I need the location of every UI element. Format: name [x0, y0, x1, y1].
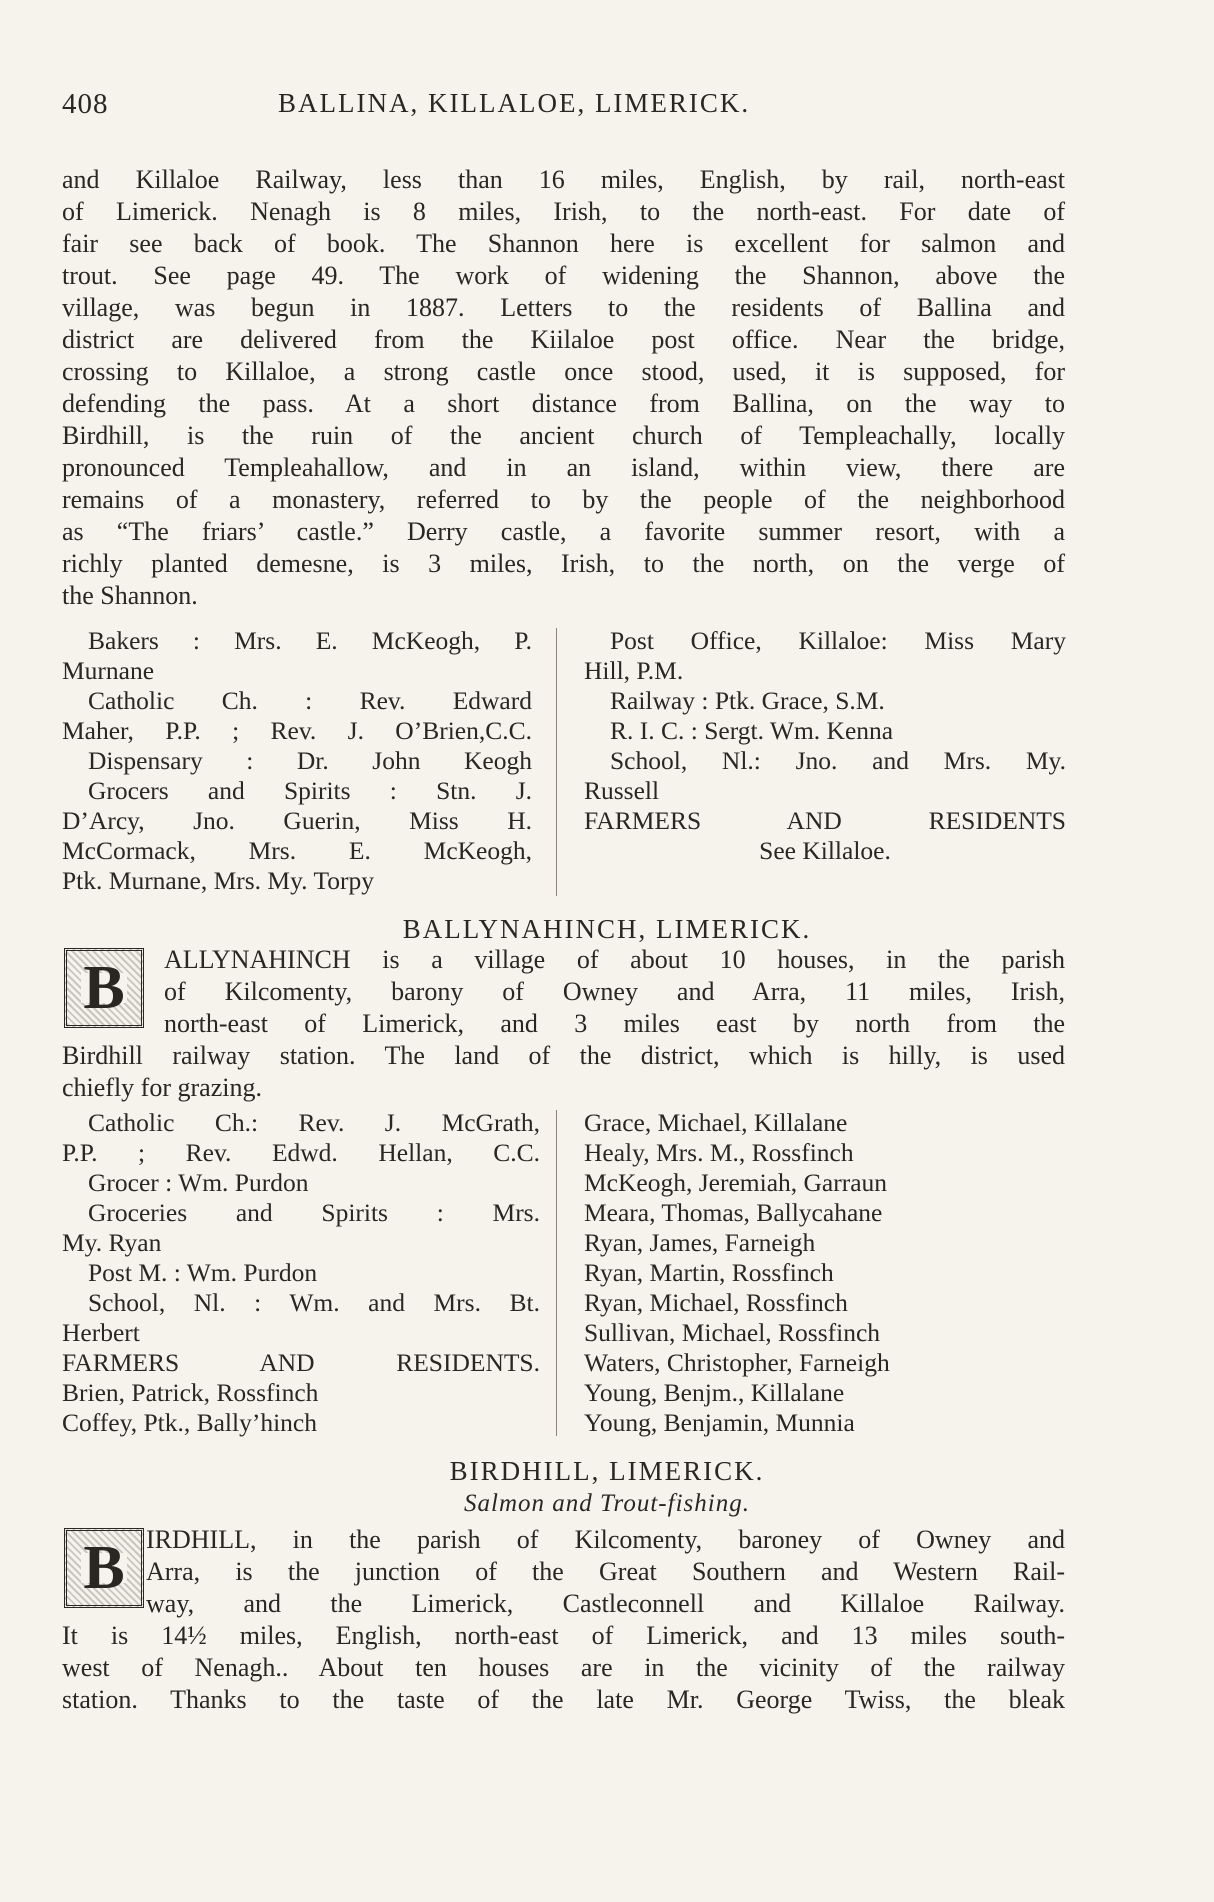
- directory-entry: McCormack, Mrs. E. McKeogh,: [62, 836, 532, 865]
- text-line: It is 14½ miles, English, north-east of Limerick, and 13 miles south-: [62, 1621, 1065, 1650]
- directory-entry: Post Office, Killaloe: Miss Mary: [610, 626, 1066, 655]
- directory-heading: FARMERS AND RESIDENTS.: [62, 1348, 540, 1377]
- birdhill-paragraph-indented: [146, 1524, 1065, 1620]
- directory-entry: Meara, Thomas, Ballycahane: [584, 1198, 883, 1227]
- decorated-initial: [64, 948, 144, 1028]
- initial-letter: B: [83, 1534, 125, 1602]
- directory-entry: Grocer : Wm. Purdon: [88, 1168, 309, 1197]
- running-header: [62, 88, 1064, 128]
- text-line: chiefly for grazing.: [62, 1073, 262, 1102]
- text-line: district are delivered from the Kiilaloe post office. Near the bridge,: [62, 325, 1065, 354]
- directory-entry: Ryan, Martin, Rossfinch: [584, 1258, 834, 1287]
- directory-entry: Catholic Ch.: Rev. J. McGrath,: [88, 1108, 540, 1137]
- decorated-initial: [64, 1528, 144, 1608]
- ballynahinch-directory-right: [584, 1108, 1066, 1438]
- text-line: way, and the Limerick, Castleconnell and Killaloe Railway.: [146, 1589, 1065, 1618]
- column-divider: [556, 628, 557, 896]
- text-line: pronounced Templeahallow, and in an island, within view, there are: [62, 453, 1065, 482]
- text-line: remains of a monastery, referred to by the people of the neighborhood: [62, 485, 1065, 514]
- initial-letter: B: [83, 954, 125, 1022]
- birdhill-paragraph: [62, 1620, 1065, 1716]
- directory-entry: Catholic Ch. : Rev. Edward: [88, 686, 532, 715]
- section-title-birdhill: BIRDHILL, LIMERICK.: [449, 1456, 765, 1486]
- text-line: Birdhill railway station. The land of the district, which is hilly, is used: [62, 1041, 1065, 1070]
- directory-entry: Bakers : Mrs. E. McKeogh, P.: [88, 626, 532, 655]
- text-line: IRDHILL, in the parish of Kilcomenty, baroney of Owney and: [146, 1525, 1065, 1554]
- directory-entry: Railway : Ptk. Grace, S.M.: [610, 686, 885, 715]
- column-divider: [556, 1110, 557, 1436]
- text-line: and Killaloe Railway, less than 16 miles, English, by rail, north-east: [62, 165, 1065, 194]
- directory-entry: R. I. C. : Sergt. Wm. Kenna: [610, 716, 894, 745]
- text-line: west of Nenagh.. About ten houses are in the vicinity of the railway: [62, 1653, 1065, 1682]
- directory-entry: Sullivan, Michael, Rossfinch: [584, 1318, 881, 1347]
- directory-entry: Herbert: [62, 1318, 140, 1347]
- directory-entry: Murnane: [62, 656, 155, 685]
- directory-entry: McKeogh, Jeremiah, Garraun: [584, 1168, 888, 1197]
- directory-entry: Groceries and Spirits : Mrs.: [88, 1198, 540, 1227]
- directory-entry: Ryan, James, Farneigh: [584, 1228, 816, 1257]
- directory-entry: D’Arcy, Jno. Guerin, Miss H.: [62, 806, 532, 835]
- directory-entry: Brien, Patrick, Rossfinch: [62, 1378, 319, 1407]
- text-line: Arra, is the junction of the Great Southern and Western Rail-: [146, 1557, 1065, 1586]
- section-title-ballynahinch: BALLYNAHINCH, LIMERICK.: [402, 914, 812, 944]
- directory-entry: Healy, Mrs. M., Rossfinch: [584, 1138, 854, 1167]
- page-number: 408: [62, 88, 109, 120]
- text-line: village, was begun in 1887. Letters to the residents of Ballina and: [62, 293, 1065, 322]
- ballina-directory-right: [584, 626, 1066, 866]
- text-line: richly planted demesne, is 3 miles, Irish, to the north, on the verge of: [62, 549, 1065, 578]
- directory-entry: Maher, P.P. ; Rev. J. O’Brien,C.C.: [62, 716, 532, 745]
- text-line: station. Thanks to the taste of the late Mr. George Twiss, the bleak: [62, 1685, 1065, 1714]
- directory-entry: P.P. ; Rev. Edwd. Hellan, C.C.: [62, 1138, 540, 1167]
- text-line: defending the pass. At a short distance from Ballina, on the way to: [62, 389, 1065, 418]
- running-title: BALLINA, KILLALOE, LIMERICK.: [278, 88, 751, 118]
- directory-entry: Post M. : Wm. Purdon: [88, 1258, 318, 1287]
- text-line: crossing to Killaloe, a strong castle once stood, used, it is supposed, for: [62, 357, 1065, 386]
- directory-entry: Grace, Michael, Killalane: [584, 1108, 848, 1137]
- text-line: the Shannon.: [62, 581, 198, 610]
- ballina-directory-left: [62, 626, 532, 896]
- directory-entry: Hill, P.M.: [584, 656, 684, 685]
- ballina-paragraph: [62, 164, 1065, 612]
- directory-entry: Young, Benjm., Killalane: [584, 1378, 845, 1407]
- directory-entry: Russell: [584, 776, 660, 805]
- directory-entry: Waters, Christopher, Farneigh: [584, 1348, 890, 1377]
- text-line: fair see back of book. The Shannon here is excellent for salmon and: [62, 229, 1065, 258]
- text-line: of Kilcomenty, barony of Owney and Arra, 11 miles, Irish,: [164, 977, 1065, 1006]
- directory-entry: School, Nl. : Wm. and Mrs. Bt.: [88, 1288, 540, 1317]
- directory-entry: Dispensary : Dr. John Keogh: [88, 746, 532, 775]
- ballynahinch-directory-left: [62, 1108, 540, 1438]
- directory-entry: School, Nl.: Jno. and Mrs. My.: [610, 746, 1066, 775]
- text-line: ALLYNAHINCH is a village of about 10 houses, in the parish: [164, 945, 1065, 974]
- directory-entry: Ptk. Murnane, Mrs. My. Torpy: [62, 866, 375, 895]
- ballynahinch-paragraph: [62, 1040, 1065, 1104]
- text-line: north-east of Limerick, and 3 miles east by north from the: [164, 1009, 1065, 1038]
- directory-entry: Grocers and Spirits : Stn. J.: [88, 776, 532, 805]
- directory-entry: Coffey, Ptk., Bally’hinch: [62, 1408, 317, 1437]
- directory-entry: See Killaloe.: [759, 836, 891, 865]
- directory-heading: FARMERS AND RESIDENTS: [584, 806, 1066, 835]
- directory-entry: Ryan, Michael, Rossfinch: [584, 1288, 848, 1317]
- text-line: Birdhill, is the ruin of the ancient church of Templeachally, locally: [62, 421, 1065, 450]
- section-subtitle: Salmon and Trout-fishing.: [464, 1490, 750, 1517]
- text-line: trout. See page 49. The work of widening the Shannon, above the: [62, 261, 1065, 290]
- directory-entry: Young, Benjamin, Munnia: [584, 1408, 855, 1437]
- directory-entry: My. Ryan: [62, 1228, 162, 1257]
- text-line: as “The friars’ castle.” Derry castle, a favorite summer resort, with a: [62, 517, 1065, 546]
- ballynahinch-paragraph-indented: [164, 944, 1065, 1040]
- text-line: of Limerick. Nenagh is 8 miles, Irish, to the north-east. For date of: [62, 197, 1065, 226]
